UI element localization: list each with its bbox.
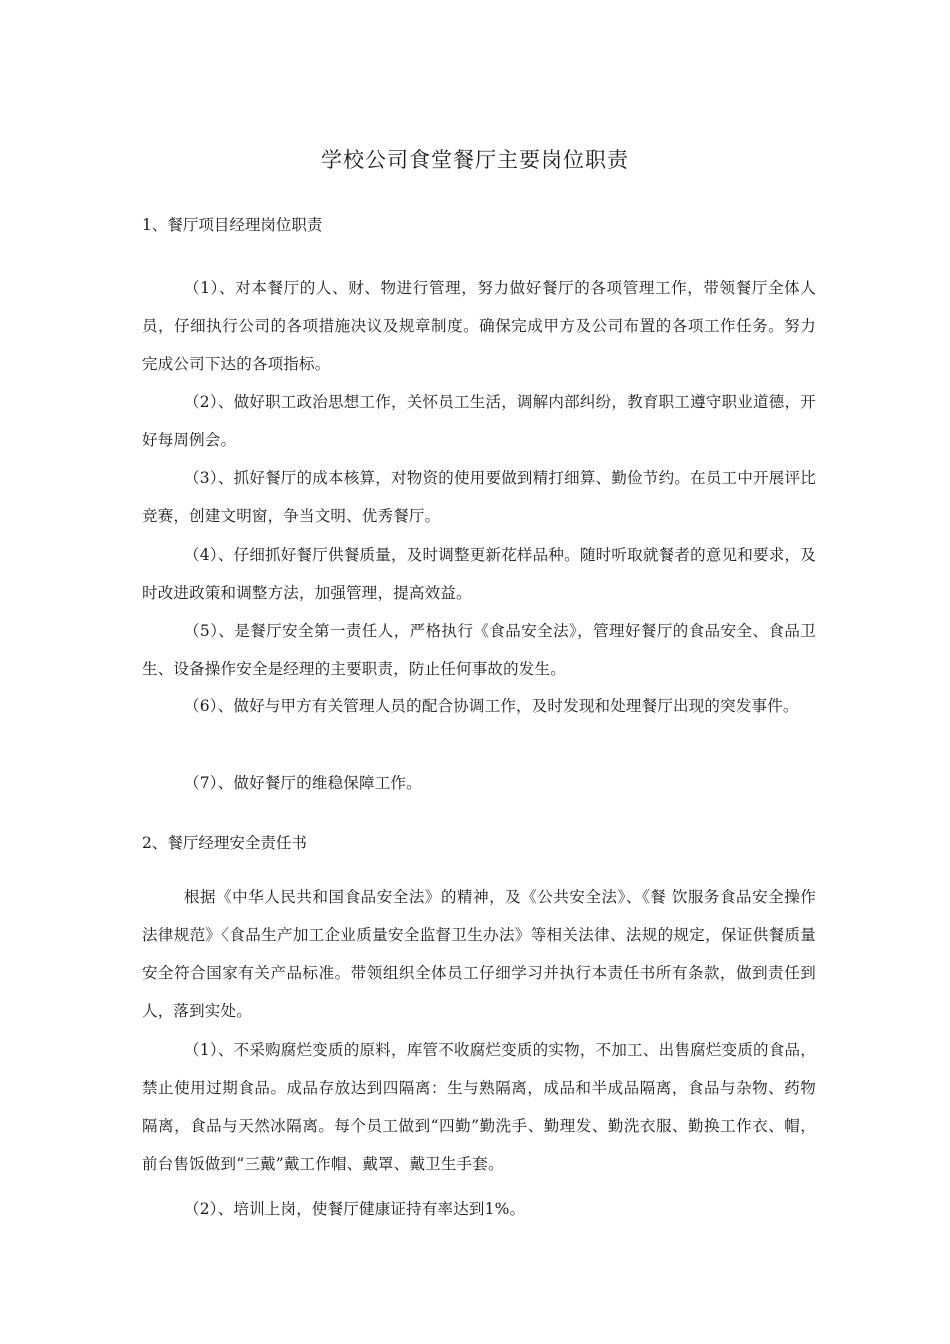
section-1-item-7: （7）、做好餐厅的维稳保障工作。: [184, 774, 422, 792]
section-2-item-2: （2）、培训上岗，使餐厅健康证持有率达到1%。: [184, 1200, 526, 1218]
section-2-intro: 根据《中华人民共和国食品安全法》的精神，及《公共安全法》、《餐 饮服务食品安全操作法律规范》〈食品生产加工企业质量安全监督卫生办法》等相关法律、法规的规定，保证供餐质量安全符合国家有关产品标准。带领组织全体员工仔细学习并执行本责任书所有条款，做到责任到人，落到实处。: [142, 888, 816, 1020]
section-1-item-4: （4）、仔细抓好餐厅供餐质量，及时调整更新花样品种。随时听取就餐者的意见和要求，及时改进政策和调整方法，加强管理，提高效益。: [142, 546, 816, 602]
section-2-heading: 2、餐厅经理安全责任书: [142, 834, 307, 852]
section-1-heading: 1、餐厅项目经理岗位职责: [142, 216, 323, 234]
section-1-item-1: （1）、对本餐厅的人、财、物进行管理，努力做好餐厅的各项管理工作，带领餐厅全体人员，仔细执行公司的各项措施决议及规章制度。确保完成甲方及公司布置的各项工作任务。努力完成公司下达的各项指标。: [142, 279, 816, 373]
section-2-item-1: （1）、不采购腐烂变质的原料，库管不收腐烂变质的实物，不加工、出售腐烂变质的食品，禁止使用过期食品。成品存放达到四隔离：生与熟隔离，成品和半成品隔离，食品与杂物、药物隔离，食品与天然冰隔离。每个员工做到“四勤”勤洗手、勤理发、勤洗衣服、勤换工作衣、帽，前台售饭做到“三戴”戴工作帽、戴罩、戴卫生手套。: [142, 1041, 816, 1173]
document-title: 学校公司食堂餐厅主要岗位职责: [321, 148, 629, 172]
section-1-item-2: （2）、做好职工政治思想工作，关怀员工生活，调解内部纠纷，教育职工遵守职业道德，开好每周例会。: [142, 393, 816, 449]
section-1-item-3: （3）、抓好餐厅的成本核算，对物资的使用要做到精打细算、勤俭节约。在员工中开展评比竞赛，创建文明窗，争当文明、优秀餐厅。: [142, 469, 816, 525]
section-1-item-5: （5）、是餐厅安全第一责任人，严格执行《食品安全法》，管理好餐厅的食品安全、食品卫生、设备操作安全是经理的主要职责，防止任何事故的发生。: [142, 622, 816, 678]
section-1-item-6: （6）、做好与甲方有关管理人员的配合协调工作，及时发现和处理餐厅出现的突发事件。: [184, 697, 799, 715]
